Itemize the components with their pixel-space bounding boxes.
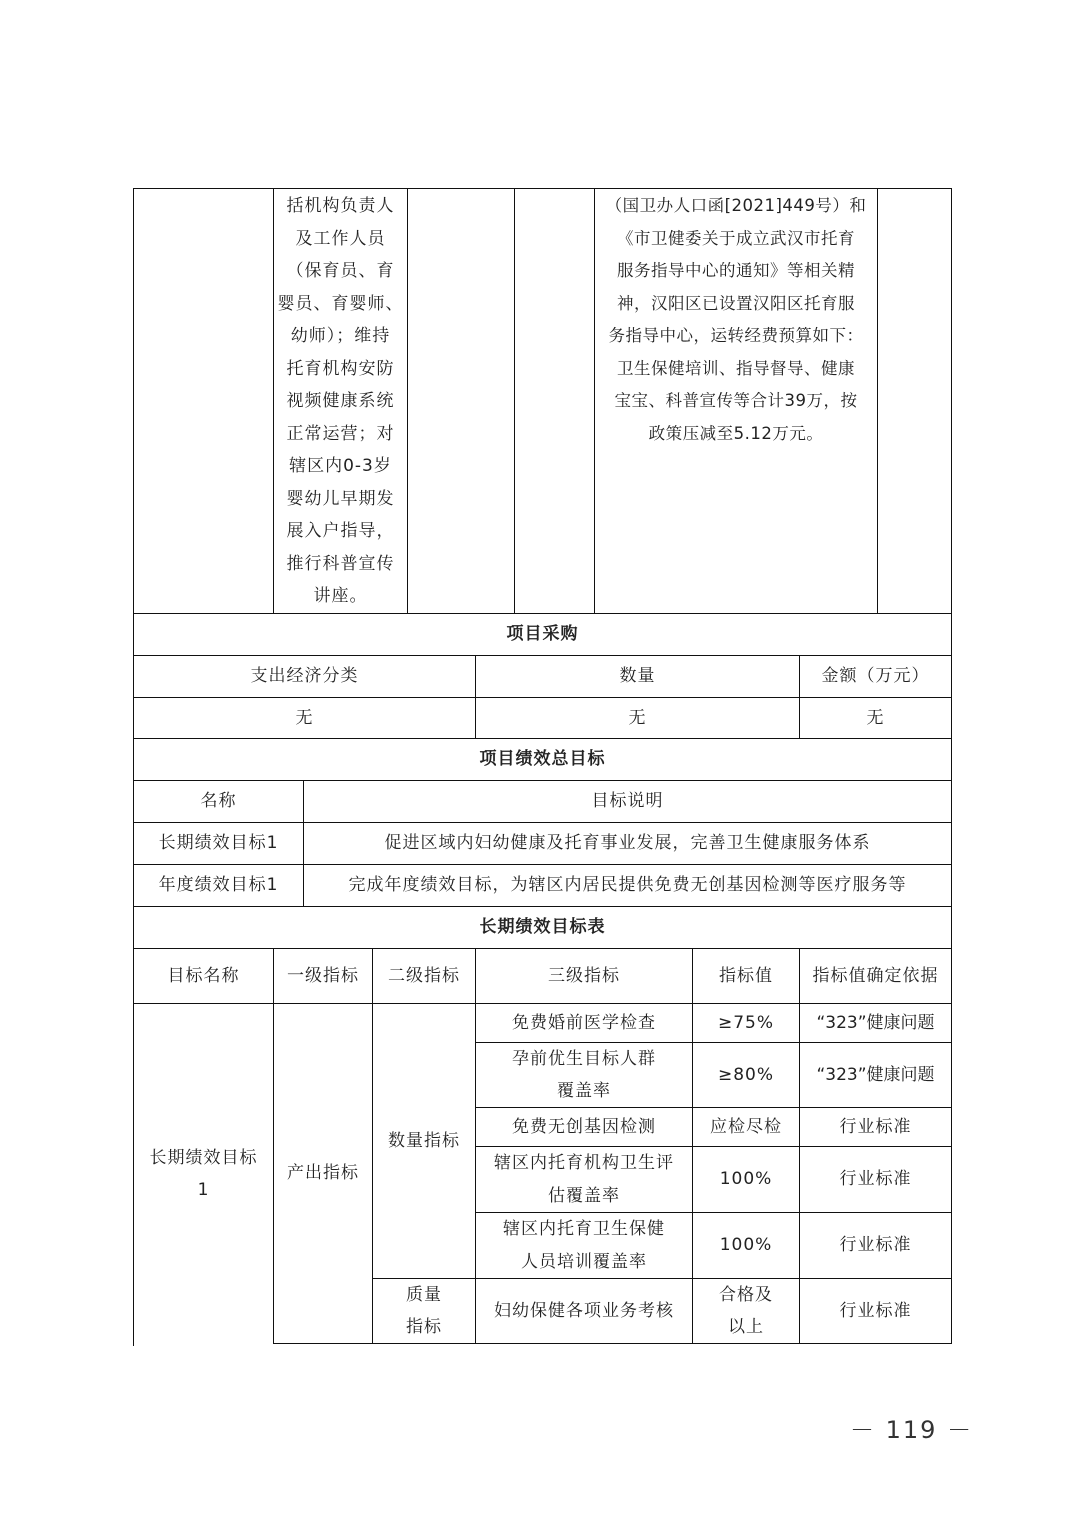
procurement-header-quantity: 数量 [619,666,656,687]
row3-value: 应检尽检 [710,1116,782,1137]
top-col2-text: 括机构负责人 及工作人员 （保育员、育 婴员、育婴师、 幼师）；维持 托育机构安防 视频健康系统 正常运营；对 辖区内0-3岁 婴幼儿早期发 展入户指导， 推行科普宣传 讲座。 [277,196,404,606]
overall-goal-header-desc: 目标说明 [591,791,664,812]
row5-value: 100% [719,1235,773,1256]
procurement-cell-quantity: 无 [628,707,647,728]
long-term-table-title: 长期绩效目标表 [479,917,606,938]
goal-name-cell: 长期绩效目标 1 [149,1148,258,1200]
procurement-header-amount: 金额（万元） [821,666,930,687]
header-level3: 三级指标 [548,965,620,986]
row6-basis: 行业标准 [839,1300,912,1321]
row5-level3: 辖区内托育卫生保健 人员培训覆盖率 [503,1219,665,1272]
row5-basis: 行业标准 [839,1235,912,1256]
overall-goal-header-name: 名称 [200,791,237,812]
row4-basis: 行业标准 [839,1169,912,1190]
header-level2: 二级指标 [388,965,460,986]
row1-basis: “323”健康问题 [816,1012,935,1033]
row6-level3: 妇幼保健各项业务考核 [494,1300,674,1321]
overall-goal-row1-name: 长期绩效目标1 [158,833,279,854]
header-basis: 指标值确定依据 [812,965,939,986]
overall-goal-row1-desc: 促进区域内妇幼健康及托育事业发展，完善卫生健康服务体系 [384,833,871,854]
procurement-header-category: 支出经济分类 [250,666,359,687]
overall-goal-row2-desc: 完成年度绩效目标，为辖区内居民提供免费无创基因检测等医疗服务等 [348,875,907,896]
page-number: － 119 － [850,1416,974,1444]
row2-value: ≥80% [717,1064,775,1085]
procurement-cell-amount: 无 [866,707,885,728]
row1-level3: 免费婚前医学检查 [512,1012,656,1033]
level2-quality-cell: 质量 指标 [406,1284,442,1337]
overall-goal-row2-name: 年度绩效目标1 [158,875,279,896]
row1-value: ≥75% [717,1012,775,1033]
row3-basis: 行业标准 [839,1116,912,1137]
row3-level3: 免费无创基因检测 [512,1116,656,1137]
header-level1: 一级指标 [287,965,359,986]
header-goal-name: 目标名称 [167,965,240,986]
level1-cell: 产出指标 [287,1163,359,1184]
procurement-cell-category: 无 [295,707,314,728]
overall-goal-title: 项目绩效总目标 [479,749,606,770]
row6-value: 合格及 以上 [719,1284,773,1337]
procurement-title: 项目采购 [506,624,579,645]
top-col5-text: （国卫办人口函[2021]449号）和 《市卫健委关于成立武汉市托育 服务指导中心的通知》等相关精 神，汉阳区已设置汉阳区托育服 务指导中心，运转经费预算如下： 卫生保健培训、指导督导、健康 宝宝、科普宣传等合计39万，按 政策压减至5.12万元。 [605,196,867,443]
level2-quantity-cell: 数量指标 [388,1130,460,1151]
row4-level3: 辖区内托育机构卫生评 估覆盖率 [494,1153,674,1206]
row2-basis: “323”健康问题 [816,1064,935,1085]
header-value: 指标值 [719,965,773,986]
row4-value: 100% [719,1169,773,1190]
row2-level3: 孕前优生目标人群 覆盖率 [512,1048,656,1101]
